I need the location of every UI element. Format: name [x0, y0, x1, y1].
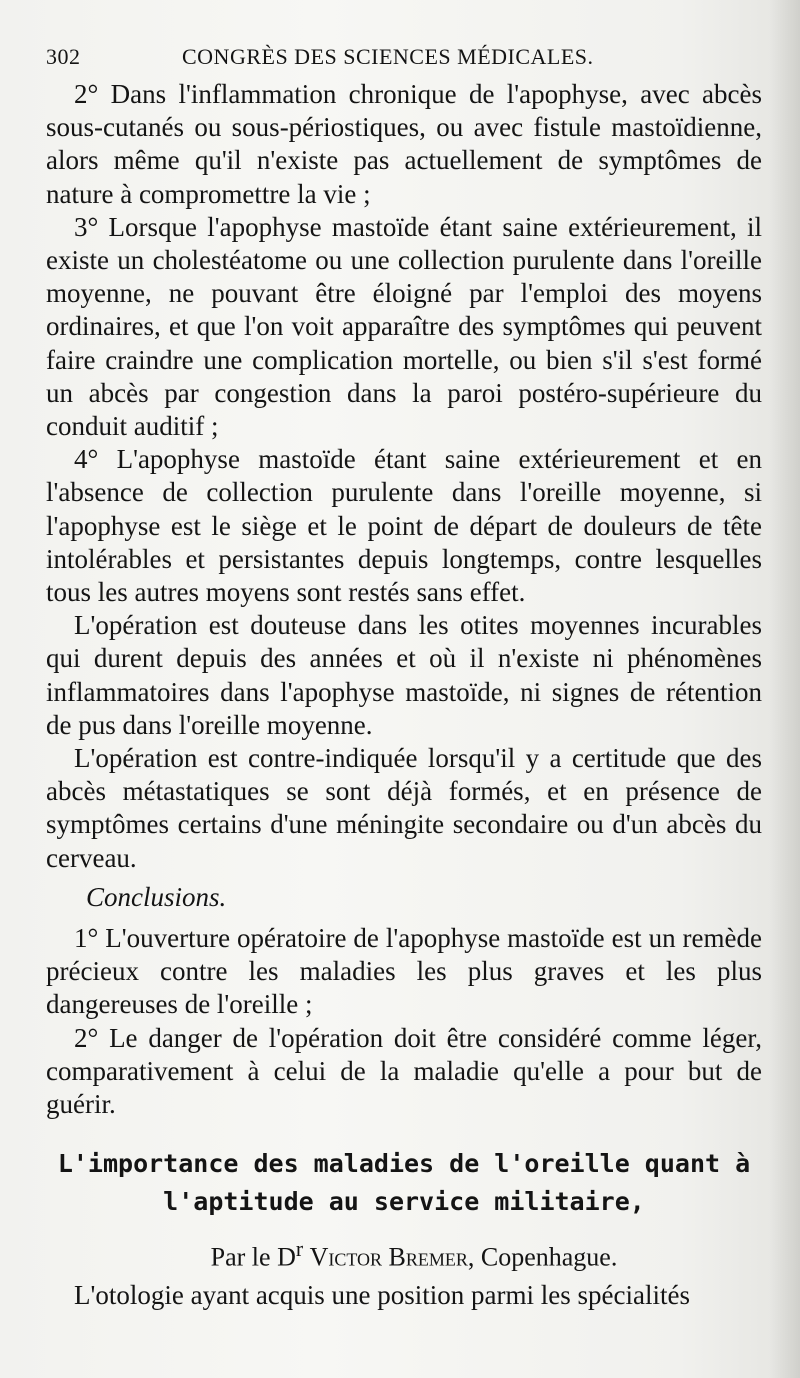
running-title: CONGRÈS DES SCIENCES MÉDICALES. [182, 44, 594, 69]
page-edge-shadow [770, 0, 800, 1378]
conclusion-item-1: 1° L'ouverture opératoire de l'apophyse mastoïde est un remède précieux contre les maladies les plus graves et les plus dangereuses de l'oreille ; [46, 923, 762, 1020]
paragraph-doubtful: L'opération est douteuse dans les otites moyennes incurables qui durent depuis des années et où il n'existe ni phénomènes inflammatoires dans l'apophyse mastoïde, ni signes de rétention de pus dans l'oreille moyenne. [46, 610, 762, 740]
article-title-line-2: l'aptitude au service militaire, [163, 1187, 645, 1217]
author-name: Victor Bremer [309, 1242, 468, 1272]
conclusion-item-2: 2° Le danger de l'opération doit être considéré comme léger, comparativement à celui de la maladie qu'elle a pour but de guérir. [46, 1022, 762, 1120]
byline [46, 1231, 762, 1276]
paragraph-item-3: 3° Lorsque l'apophyse mastoïde étant saine extérieurement, il existe un cholestéatome ou une collection purulente dans l'oreille moyenne, ne pouvant être éloigné par l'emploi des moyens ordinaires, et que l'on voit apparaître des symptômes qui peuvent faire craindre une complication mortelle, ou bien s'il s'est formé un abcès par congestion dans la paroi postéro-supérieure du conduit auditif ; [46, 211, 762, 442]
article-first-line: L'otologie ayant acquis une position parmi les spécialités [74, 1279, 690, 1310]
paragraph-item-4: 4° L'apophyse mastoïde étant saine extérieurement et en l'absence de collection purulente dans l'oreille moyenne, si l'apophyse est le siège et le point de départ de douleurs de tête intolérables et persistantes depuis longtemps, contre lesquelles tous les autres moyens sont restés sans effet. [46, 444, 762, 608]
byline-prefix: Par le D [210, 1242, 296, 1272]
article-title-line-1: L'importance des maladies de l'oreille quant à [57, 1149, 751, 1179]
article-title [46, 1145, 762, 1221]
conclusions-heading: Conclusions. [86, 881, 227, 912]
page-number: 302 [46, 44, 81, 69]
author-location: , Copenhague. [467, 1242, 618, 1272]
byline-sup: r [295, 1237, 304, 1262]
paragraph-item-2: 2° Dans l'inflammation chronique de l'apophyse, avec abcès sous-cutanés ou sous-périostiques, ou avec fistule mastoïdienne, alors même qu'il n'existe pas actuellement de symptômes de nature à compromettre la vie ; [46, 79, 762, 209]
running-header [46, 44, 762, 78]
body-text [46, 78, 762, 1121]
paragraph-contraindicated: L'opération est contre-indiquée lorsqu'il y a certitude que des abcès métastatiques se sont déjà formés, et en présence de symptômes certains d'une méningite secondaire ou d'un abcès du cerveau. [46, 743, 762, 873]
